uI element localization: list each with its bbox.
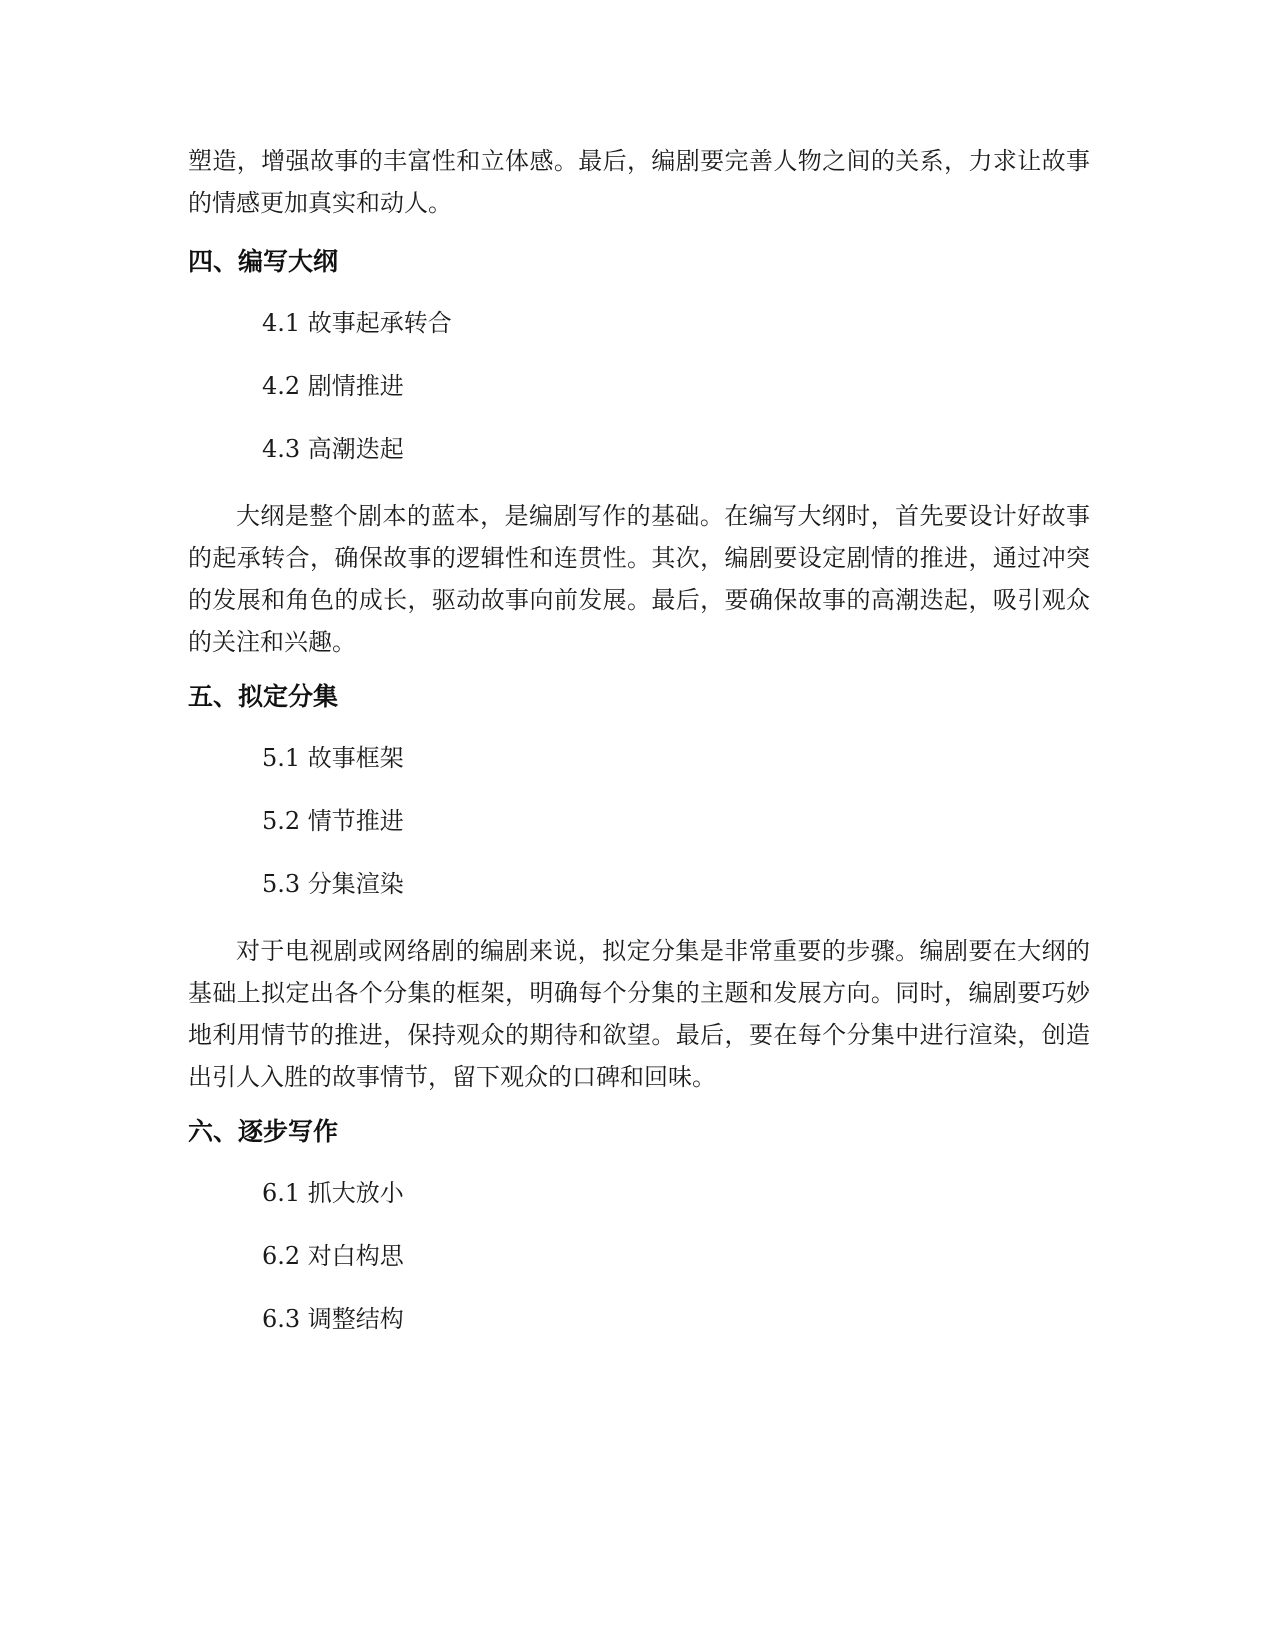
section-4-item-3: 4.3 高潮迭起 xyxy=(262,435,404,463)
section-heading-4: 四、编写大纲 xyxy=(188,247,339,276)
section-6-item-1: 6.1 抓大放小 xyxy=(262,1179,404,1207)
section-4-item-2: 4.2 剧情推进 xyxy=(262,372,404,400)
section-6-item-3: 6.3 调整结构 xyxy=(262,1305,404,1333)
intro-paragraph: 塑造，增强故事的丰富性和立体感。最后，编剧要完善人物之间的关系，力求让故事的情感更加真实和动人。 xyxy=(188,147,1090,217)
section-4-paragraph: 大纲是整个剧本的蓝本，是编剧写作的基础。在编写大纲时，首先要设计好故事的起承转合，确保故事的逻辑性和连贯性。其次，编剧要设定剧情的推进，通过冲突的发展和角色的成长，驱动故事向前发展。最后，要确保故事的高潮迭起，吸引观众的关注和兴趣。 xyxy=(188,502,1090,656)
section-6-item-2: 6.2 对白构思 xyxy=(262,1242,404,1270)
section-heading-5: 五、拟定分集 xyxy=(188,682,339,711)
section-heading-6: 六、逐步写作 xyxy=(188,1117,339,1146)
section-5-item-1: 5.1 故事框架 xyxy=(262,744,404,772)
section-5-item-3: 5.3 分集渲染 xyxy=(262,870,404,898)
section-4-item-1: 4.1 故事起承转合 xyxy=(262,309,452,337)
section-5-paragraph: 对于电视剧或网络剧的编剧来说，拟定分集是非常重要的步骤。编剧要在大纲的基础上拟定出各个分集的框架，明确每个分集的主题和发展方向。同时，编剧要巧妙地利用情节的推进，保持观众的期待和欲望。最后，要在每个分集中进行渲染，创造出引人入胜的故事情节，留下观众的口碑和回味。 xyxy=(188,937,1090,1091)
section-5-item-2: 5.2 情节推进 xyxy=(262,807,404,835)
